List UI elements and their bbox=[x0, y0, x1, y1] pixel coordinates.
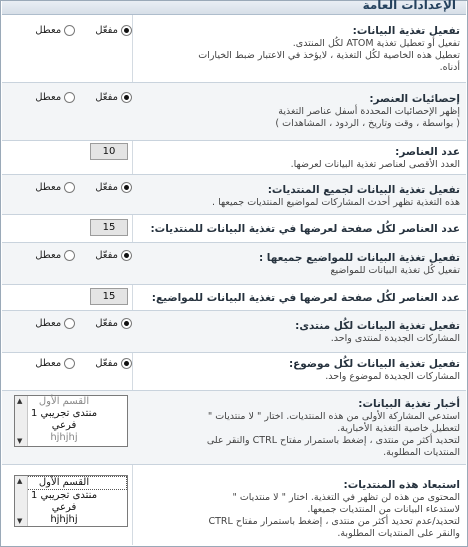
all-topics-off[interactable]: معطل bbox=[35, 250, 75, 261]
all-forums-off[interactable]: معطل bbox=[35, 182, 75, 193]
topics-per-page-input[interactable]: 15 bbox=[90, 288, 128, 305]
setting-row-per-forum bbox=[2, 311, 466, 353]
scroll-up-icon[interactable]: ▲ bbox=[17, 397, 23, 405]
feed-enable-radio-group bbox=[28, 23, 132, 37]
setting-row-topics-per-page bbox=[2, 285, 466, 311]
setting-title: تفعيل تغذية البيانات للمواضيع جميعها : bbox=[258, 252, 460, 264]
setting-title: أخبار تغذية البيانات: bbox=[358, 398, 460, 410]
item-stats-on[interactable]: مفعّل bbox=[95, 92, 132, 103]
all-topics-on[interactable]: مفعّل bbox=[95, 250, 132, 261]
setting-row-news-feed bbox=[2, 391, 466, 465]
per-topic-off[interactable]: معطل bbox=[35, 358, 75, 369]
exclude-forums-listbox[interactable] bbox=[14, 475, 128, 527]
setting-row-exclude-forums bbox=[2, 465, 466, 547]
setting-row-all-topics bbox=[2, 243, 466, 285]
per-topic-on[interactable]: مفعّل bbox=[95, 358, 132, 369]
setting-title: تفعيل تغذية البيانات لكُل موضوع: bbox=[288, 358, 460, 370]
setting-desc: تفعيل أو تعطيل تغذية ATOM لكُل المنتدى. bbox=[292, 38, 460, 49]
panel-header bbox=[2, 1, 466, 15]
radio-off-icon[interactable] bbox=[64, 25, 75, 36]
setting-desc: لاستدعاء البيانات من المنتديات جميعها. bbox=[307, 504, 460, 515]
setting-desc: المحتوى من هذه لن تظهر في التغذية. اختار " لا منتديات " bbox=[232, 492, 460, 503]
setting-title: تفعيل تغذية البيانات: bbox=[352, 25, 460, 37]
per-forum-radio-group bbox=[28, 316, 132, 330]
feed-enable-off[interactable]: معطل bbox=[35, 25, 75, 36]
list-item[interactable]: hjhjhj bbox=[50, 432, 78, 443]
setting-title: تفعيل تغذية البيانات لجميع المنتديات: bbox=[267, 184, 460, 196]
list-item[interactable]: منتدى تجريبي 1 bbox=[30, 490, 98, 501]
setting-desc: هذه التغذية تظهر أحدث المشاركات لمواضيع المنتديات جميعها . bbox=[212, 197, 460, 208]
setting-desc: استدعي المشاركة الأولى من هذه المنتديات. اختار " لا منتديات " bbox=[207, 411, 460, 422]
setting-desc: المشاركات الجديدة لمنتدى واحد. bbox=[330, 333, 460, 344]
item-stats-off[interactable]: معطل bbox=[35, 92, 75, 103]
setting-desc: تعطيل هذه الخاصية لكُل التغذية ، لايؤخذ في الاعتبار ضبط الخيارات bbox=[198, 50, 460, 61]
item-count-input[interactable]: 10 bbox=[90, 143, 128, 160]
setting-row-all-forums bbox=[2, 175, 466, 215]
setting-title: عدد العناصر لكُل صفحة لعرضها في تغذية البيانات للمنتديات: bbox=[150, 223, 460, 235]
setting-title: عدد العناصر لكُل صفحة لعرضها في تغذية البيانات للمواضيع: bbox=[151, 292, 460, 304]
radio-off-icon[interactable] bbox=[64, 182, 75, 193]
setting-desc: لتحديد/عدم تحديد أكثر من منتدى ، إضغط باستمرار مفتاح CTRL bbox=[208, 516, 460, 527]
setting-desc: تفعيل كُل تغذية البيانات للمواضيع bbox=[330, 265, 460, 276]
per-forum-off[interactable]: معطل bbox=[35, 318, 75, 329]
setting-title: استبعاد هذه المنتديات: bbox=[343, 479, 460, 491]
setting-row-forums-per-page bbox=[2, 215, 466, 243]
setting-desc: المشاركات الجديدة لموضوع واحد. bbox=[325, 371, 460, 382]
setting-row-item-count bbox=[2, 141, 466, 175]
scroll-down-icon[interactable]: ▼ bbox=[17, 517, 23, 525]
setting-title: إحصائيات العنصر: bbox=[369, 93, 460, 105]
setting-row-per-topic bbox=[2, 353, 466, 391]
setting-desc: لتحديد أكثر من منتدى ، إضغط باستمرار مفتاح CTRL والنقر على bbox=[206, 435, 460, 446]
feed-enable-on[interactable]: مفعّل bbox=[95, 25, 132, 36]
list-item[interactable]: القسم الأول bbox=[15, 476, 127, 490]
news-forums-listbox[interactable] bbox=[14, 395, 128, 447]
list-item[interactable]: القسم الأول bbox=[38, 396, 90, 407]
setting-desc: والنقر على المنتديات المطلوبة. bbox=[337, 528, 460, 539]
setting-row-feed-enable bbox=[2, 15, 466, 83]
list-item[interactable]: فرعي bbox=[51, 420, 77, 431]
all-forums-radio-group bbox=[28, 180, 132, 194]
radio-off-icon[interactable] bbox=[64, 92, 75, 103]
scroll-up-icon[interactable]: ▲ bbox=[17, 477, 23, 485]
all-forums-on[interactable]: مفعّل bbox=[95, 182, 132, 193]
setting-desc: أدناه. bbox=[439, 62, 460, 73]
setting-row-item-stats bbox=[2, 83, 466, 141]
radio-off-icon[interactable] bbox=[64, 250, 75, 261]
setting-desc: العدد الأقصى لعناصر تغذية البيانات لعرضها. bbox=[290, 159, 460, 170]
item-stats-radio-group bbox=[28, 90, 132, 104]
setting-desc: إظهر الإحصائيات المحددة أسفل عناصر التغذية bbox=[278, 106, 460, 117]
list-item[interactable]: منتدى تجريبي 1 bbox=[30, 408, 98, 419]
per-topic-radio-group bbox=[28, 356, 132, 370]
listbox-scrollbar[interactable] bbox=[15, 476, 28, 526]
list-item[interactable]: فرعي bbox=[51, 502, 77, 513]
panel-title: الإعدادات العامة bbox=[362, 0, 456, 12]
setting-title: عدد العناصر: bbox=[395, 146, 460, 158]
per-forum-on[interactable]: مفعّل bbox=[95, 318, 132, 329]
scroll-down-icon[interactable]: ▼ bbox=[17, 437, 23, 445]
setting-desc: لتعطيل خاصية التغذية الأخبارية. bbox=[337, 423, 460, 434]
setting-desc: المنتديات المطلوبة. bbox=[383, 447, 460, 458]
radio-off-icon[interactable] bbox=[64, 358, 75, 369]
setting-desc: ( بواسطة ، وقت وتاريخ ، الردود ، المشاهدات ) bbox=[275, 118, 460, 129]
setting-title: تفعيل تغذية البيانات لكُل منتدى: bbox=[295, 320, 460, 332]
forums-per-page-input[interactable]: 15 bbox=[90, 219, 128, 236]
all-topics-radio-group bbox=[28, 248, 132, 262]
radio-off-icon[interactable] bbox=[64, 318, 75, 329]
listbox-scrollbar[interactable] bbox=[15, 396, 28, 446]
list-item[interactable]: hjhjhj bbox=[50, 514, 78, 525]
